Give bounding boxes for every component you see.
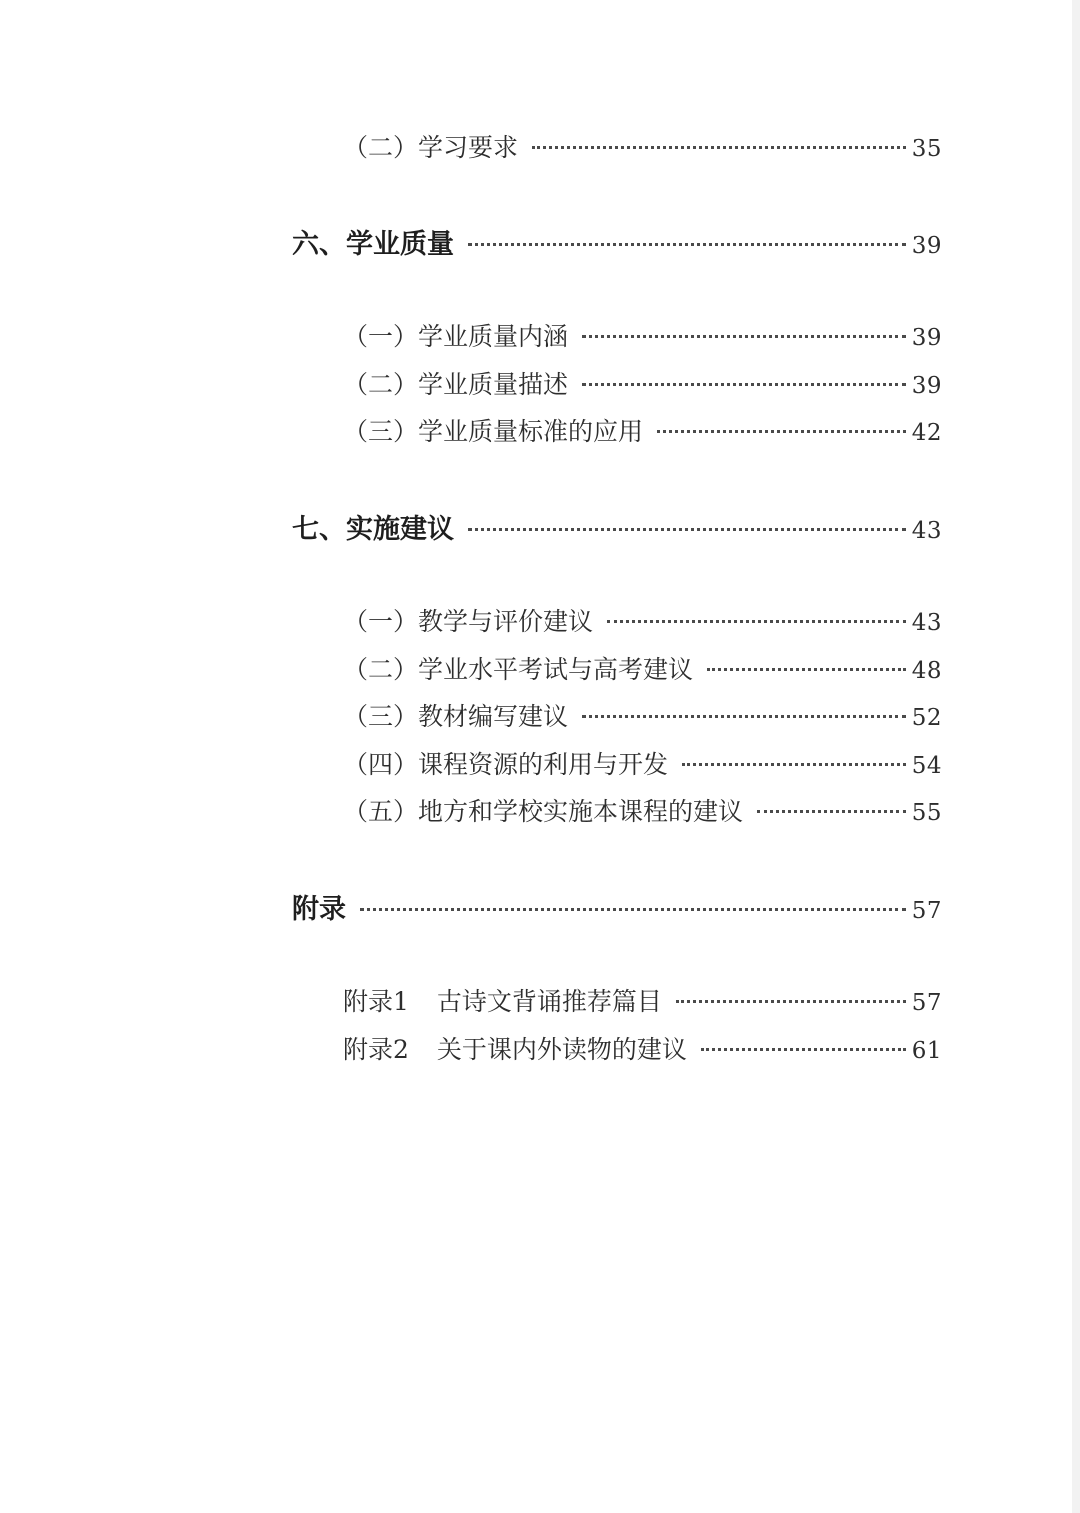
toc-entry-jiaocai-bianxie[interactable] — [343, 697, 942, 733]
dot-leader — [701, 1048, 906, 1051]
toc-page-number: 43 — [911, 610, 942, 636]
toc-entry-label: （二）学业水平考试与高考建议 — [343, 655, 694, 684]
toc-entry-jiaoxue-pingjia[interactable] — [343, 602, 942, 638]
toc-entry-kecheng-ziyuan[interactable] — [343, 745, 942, 781]
toc-entry-xueye-zhiliang-miaoshu[interactable] — [343, 365, 942, 401]
dot-leader — [532, 146, 906, 149]
toc-chapter-shishi-jianyi[interactable] — [292, 507, 942, 546]
toc-page-number: 48 — [911, 658, 942, 684]
toc-chapter-fulu[interactable] — [292, 887, 942, 926]
toc-entry-fulu-1[interactable] — [343, 982, 942, 1018]
toc-entry-label: （五）地方和学校实施本课程的建议 — [343, 797, 744, 826]
dot-leader — [676, 1000, 906, 1003]
dot-leader — [707, 668, 906, 671]
toc-page-number: 39 — [911, 373, 942, 399]
appendix-title: 古诗文背诵推荐篇目 — [436, 987, 662, 1016]
toc-entry-fulu-2[interactable] — [343, 1030, 942, 1066]
dot-leader — [757, 810, 906, 813]
toc-entry-label — [343, 1030, 687, 1066]
toc-entry-xueye-kaoshi-gaokao[interactable] — [343, 650, 942, 686]
toc-page-number: 61 — [911, 1038, 942, 1064]
toc-entry-label: （二）学习要求 — [343, 133, 519, 162]
toc-entry-label: （二）学业质量描述 — [343, 370, 569, 399]
toc-page-number: 52 — [911, 705, 942, 731]
toc-entry-label — [343, 982, 662, 1018]
toc-page-number: 57 — [911, 898, 942, 924]
appendix-number: 附录2 — [343, 1035, 409, 1064]
toc-page-number: 39 — [911, 325, 942, 351]
dot-leader — [682, 763, 906, 766]
toc-page-number: 42 — [911, 420, 942, 446]
toc-page-number: 55 — [911, 800, 942, 826]
dot-leader — [582, 715, 906, 718]
dot-leader — [582, 383, 906, 386]
toc-chapter-label: 附录 — [292, 894, 346, 925]
toc-entry-xuexi-yaoqiu[interactable] — [343, 128, 942, 164]
toc-page-number: 43 — [911, 518, 942, 544]
toc-entry-label: （一）教学与评价建议 — [343, 607, 594, 636]
dot-leader — [468, 243, 906, 246]
toc-entry-label: （一）学业质量内涵 — [343, 322, 569, 351]
toc-page-number: 57 — [911, 990, 942, 1016]
dot-leader — [607, 620, 906, 623]
dot-leader — [657, 430, 906, 433]
appendix-title: 关于课内外读物的建议 — [436, 1035, 687, 1064]
toc-chapter-xueye-zhiliang[interactable] — [292, 222, 942, 261]
dot-leader — [582, 335, 906, 338]
dot-leader — [468, 528, 906, 531]
toc-page-number: 35 — [911, 136, 942, 162]
toc-page-number: 39 — [911, 233, 942, 259]
toc-entry-zhiliang-biaozhun-yingyong[interactable] — [343, 412, 942, 448]
appendix-number: 附录1 — [343, 987, 409, 1016]
toc-chapter-label: 七、实施建议 — [292, 514, 454, 545]
dot-leader — [360, 908, 906, 911]
toc-page-number: 54 — [911, 753, 942, 779]
toc-entry-difang-xuexiao-shishi[interactable] — [343, 792, 942, 828]
toc-entry-xueye-zhiliang-neihan[interactable] — [343, 317, 942, 353]
toc-entry-label: （四）课程资源的利用与开发 — [343, 750, 669, 779]
toc-chapter-label: 六、学业质量 — [292, 229, 454, 260]
toc-entry-label: （三）教材编写建议 — [343, 702, 569, 731]
toc-entry-label: （三）学业质量标准的应用 — [343, 417, 644, 446]
